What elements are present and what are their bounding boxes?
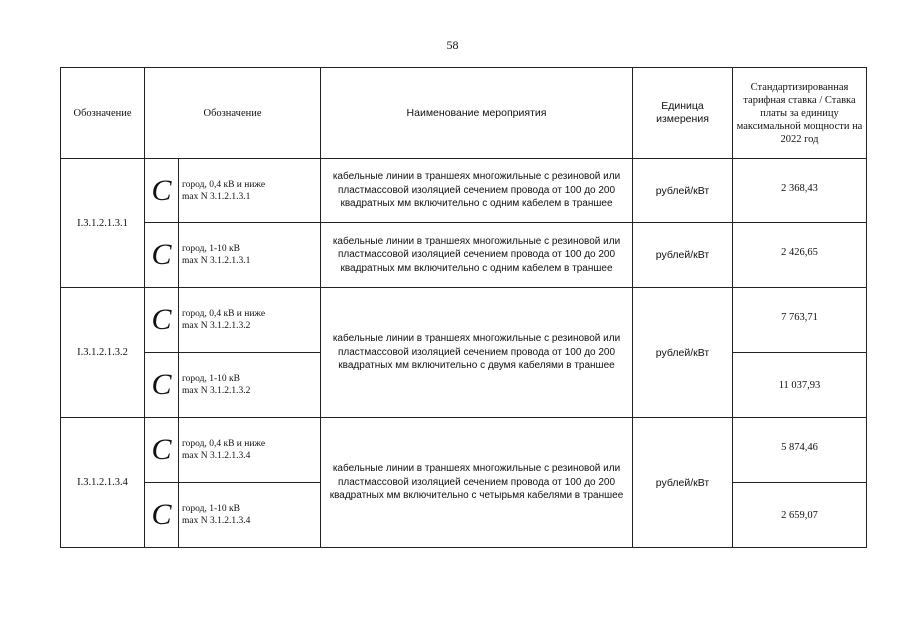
designation-code: I.3.1.2.1.3.1 — [61, 159, 145, 288]
tariff-table — [60, 67, 867, 548]
rate-cell: 2 368,43 — [733, 159, 867, 223]
header-event-name: Наименование мероприятия — [321, 68, 633, 159]
event-description: кабельные линии в траншеях многожильные с резиновой или пластмассовой изоляцией сечением провода от 100 до 200 квадратных мм включительно с двумя кабелями в траншее — [321, 288, 633, 418]
event-description: кабельные линии в траншеях многожильные с резиновой или пластмассовой изоляцией сечением провода от 100 до 200 квадратных мм включительно с одним кабелем в траншее — [321, 223, 633, 288]
symbol-cell: C — [145, 353, 179, 418]
subtype-line-2: max N 3.1.2.1.3.2 — [182, 321, 251, 331]
symbol-cell: C — [145, 223, 179, 288]
subtype-line-2: max N 3.1.2.1.3.1 — [182, 256, 251, 266]
rate-cell: 7 763,71 — [733, 288, 867, 353]
header-row — [61, 68, 867, 159]
symbol-cell: C — [145, 418, 179, 483]
unit-cell: рублей/кВт — [633, 418, 733, 548]
rate-cell: 5 874,46 — [733, 418, 867, 483]
table-row — [61, 288, 867, 353]
subtype-cell — [179, 223, 321, 288]
event-description: кабельные линии в траншеях многожильные с резиновой или пластмассовой изоляцией сечением провода от 100 до 200 квадратных мм включительно с одним кабелем в траншее — [321, 159, 633, 223]
symbol-cell: C — [145, 483, 179, 548]
subtype-line-2: max N 3.1.2.1.3.4 — [182, 451, 251, 461]
unit-cell: рублей/кВт — [633, 223, 733, 288]
rate-cell: 11 037,93 — [733, 353, 867, 418]
rate-cell: 2 659,07 — [733, 483, 867, 548]
unit-cell: рублей/кВт — [633, 288, 733, 418]
header-unit: Единица измерения — [633, 68, 733, 159]
subtype-cell — [179, 483, 321, 548]
subtype-cell — [179, 288, 321, 353]
header-designation-1: Обозначение — [61, 68, 145, 159]
symbol-cell: C — [145, 288, 179, 353]
subtype-line-1: город, 0,4 кВ и ниже — [182, 439, 266, 449]
table-row — [61, 159, 867, 223]
table-row — [61, 223, 867, 288]
designation-code: I.3.1.2.1.3.2 — [61, 288, 145, 418]
table-row — [61, 418, 867, 483]
subtype-line-2: max N 3.1.2.1.3.1 — [182, 191, 251, 202]
rate-cell: 2 426,65 — [733, 223, 867, 288]
subtype-line-1: город, 1-10 кВ — [182, 374, 240, 384]
subtype-cell — [179, 418, 321, 483]
subtype-line-1: город, 0,4 кВ и ниже — [182, 309, 266, 319]
event-description: кабельные линии в траншеях многожильные с резиновой или пластмассовой изоляцией сечением провода от 100 до 200 квадратных мм включительно с четырьмя кабелями в траншее — [321, 418, 633, 548]
subtype-line-2: max N 3.1.2.1.3.2 — [182, 386, 251, 396]
subtype-line-1: город, 1-10 кВ — [182, 504, 240, 514]
designation-code: I.3.1.2.1.3.4 — [61, 418, 145, 548]
page-number: 58 — [446, 38, 459, 52]
subtype-line-1: город, 0,4 кВ и ниже — [182, 179, 266, 190]
symbol-cell: C — [145, 159, 179, 223]
subtype-cell — [179, 353, 321, 418]
header-designation-2: Обозначение — [145, 68, 321, 159]
subtype-line-2: max N 3.1.2.1.3.4 — [182, 516, 251, 526]
header-rate: Стандартизированная тарифная ставка / Ставка платы за единицу максимальной мощности на 2022 год — [733, 68, 867, 159]
subtype-line-1: город, 1-10 кВ — [182, 244, 240, 254]
subtype-cell — [179, 159, 321, 223]
unit-cell: рублей/кВт — [633, 159, 733, 223]
